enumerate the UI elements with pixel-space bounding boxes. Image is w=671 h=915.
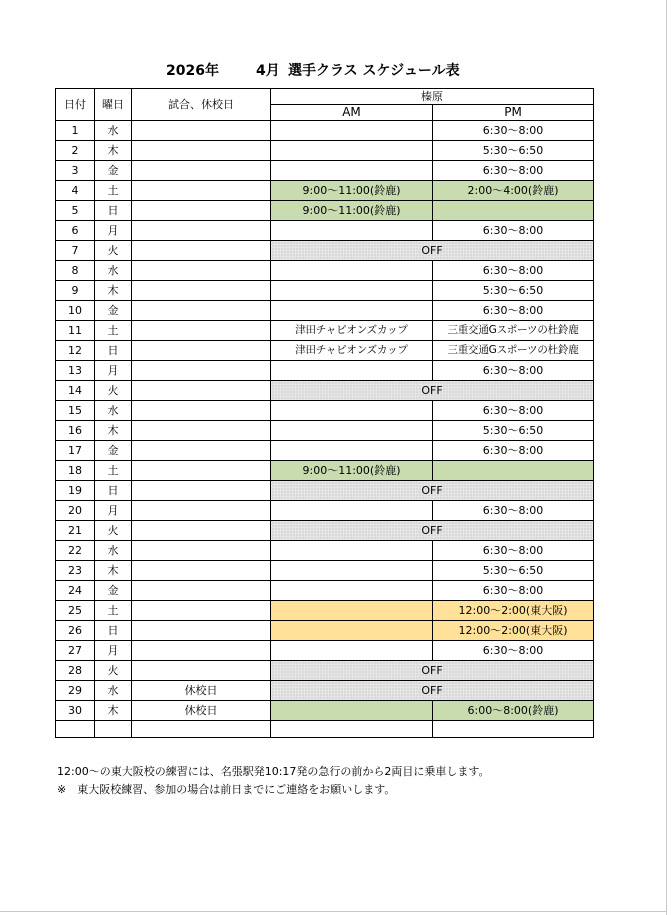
event-cell [132,341,271,361]
blank-cell [271,721,433,738]
event-cell [132,121,271,141]
event-cell [132,181,271,201]
table-row [56,341,594,361]
date-cell: 4 [56,181,95,201]
event-cell [132,581,271,601]
table-row [56,621,594,641]
am-cell [271,121,433,141]
pm-cell: 6:00～8:00(鈴鹿) [433,701,594,721]
table-row [56,361,594,381]
table-row [56,641,594,661]
table-row [56,381,594,401]
event-cell [132,141,271,161]
weekday-cell: 土 [95,461,132,481]
pm-cell: 6:30～8:00 [433,121,594,141]
event-cell [132,381,271,401]
date-cell: 8 [56,261,95,281]
weekday-cell: 土 [95,181,132,201]
event-cell [132,421,271,441]
date-cell: 27 [56,641,95,661]
off-cell: OFF [271,381,594,401]
am-cell [271,541,433,561]
date-cell: 13 [56,361,95,381]
pm-cell: 5:30～6:50 [433,421,594,441]
pm-cell: 2:00～4:00(鈴鹿) [433,181,594,201]
weekday-cell: 水 [95,401,132,421]
event-cell [132,541,271,561]
event-cell [132,601,271,621]
am-cell [271,641,433,661]
weekday-cell: 金 [95,161,132,181]
am-cell [271,281,433,301]
table-row [56,201,594,221]
event-cell [132,281,271,301]
event-cell: 休校日 [132,701,271,721]
date-cell: 9 [56,281,95,301]
title-year: 2026年 [166,63,219,79]
am-cell: 9:00～11:00(鈴鹿) [271,181,433,201]
weekday-cell: 金 [95,581,132,601]
event-cell [132,321,271,341]
pm-cell: 6:30～8:00 [433,261,594,281]
pm-cell: 6:30～8:00 [433,361,594,381]
event-cell [132,401,271,421]
header-date: 日付 [56,89,95,121]
header-row [56,89,594,105]
date-cell: 30 [56,701,95,721]
table-row [56,301,594,321]
weekday-cell: 土 [95,601,132,621]
am-cell [271,421,433,441]
header-am: AM [271,105,433,121]
pm-cell: 12:00～2:00(東大阪) [433,601,594,621]
event-cell [132,461,271,481]
date-cell: 25 [56,601,95,621]
off-cell: OFF [271,481,594,501]
weekday-cell: 木 [95,561,132,581]
title-name: 選手クラス スケジュール表 [288,63,460,79]
date-cell: 10 [56,301,95,321]
table-row [56,121,594,141]
pm-cell: 5:30～6:50 [433,281,594,301]
table-row [56,541,594,561]
table-row [56,441,594,461]
note-2: ※ 東大阪校練習、参加の場合は前日までにご連絡をお願いします。 [57,783,396,796]
schedule-table [55,88,594,738]
event-cell [132,501,271,521]
blank-row [56,721,594,738]
date-cell: 15 [56,401,95,421]
table-row [56,421,594,441]
note-1: 12:00～の東大阪校の練習には、名張駅発10:17発の急行の前から2両目に乗車します。 [57,765,490,778]
table-row [56,661,594,681]
date-cell: 1 [56,121,95,141]
event-cell [132,261,271,281]
table-row [56,701,594,721]
table-row [56,601,594,621]
table-row [56,401,594,421]
event-cell: 休校日 [132,681,271,701]
event-cell [132,161,271,181]
event-cell [132,621,271,641]
am-cell: 9:00～11:00(鈴鹿) [271,461,433,481]
title-month: 4月 [256,63,280,79]
date-cell: 21 [56,521,95,541]
table-row [56,141,594,161]
am-cell [271,301,433,321]
am-cell [271,261,433,281]
weekday-cell: 土 [95,321,132,341]
am-cell [271,361,433,381]
pm-cell: 5:30～6:50 [433,561,594,581]
am-cell: 津田チャピオンズカップ [271,341,433,361]
date-cell: 28 [56,661,95,681]
off-cell: OFF [271,241,594,261]
weekday-cell: 木 [95,141,132,161]
table-row [56,561,594,581]
page-edge-bottom [0,911,667,912]
pm-cell: 三重交通Gスポーツの杜鈴鹿 [433,321,594,341]
weekday-cell: 水 [95,681,132,701]
weekday-cell: 日 [95,481,132,501]
table-row [56,161,594,181]
header-location: 榛原 [271,89,594,105]
weekday-cell: 水 [95,121,132,141]
weekday-cell: 金 [95,301,132,321]
event-cell [132,641,271,661]
date-cell: 7 [56,241,95,261]
weekday-cell: 水 [95,261,132,281]
off-cell: OFF [271,521,594,541]
date-cell: 24 [56,581,95,601]
date-cell: 14 [56,381,95,401]
table-row [56,681,594,701]
page-title [0,60,671,82]
date-cell: 5 [56,201,95,221]
date-cell: 22 [56,541,95,561]
event-cell [132,481,271,501]
pm-cell: 6:30～8:00 [433,641,594,661]
date-cell: 2 [56,141,95,161]
table-row [56,221,594,241]
weekday-cell: 木 [95,281,132,301]
table-row [56,461,594,481]
am-cell [271,581,433,601]
pm-cell: 6:30～8:00 [433,161,594,181]
weekday-cell: 金 [95,441,132,461]
date-cell: 19 [56,481,95,501]
pm-cell: 6:30～8:00 [433,581,594,601]
event-cell [132,361,271,381]
am-cell [271,561,433,581]
weekday-cell: 日 [95,201,132,221]
date-cell: 3 [56,161,95,181]
am-cell [271,441,433,461]
pm-cell: 三重交通Gスポーツの杜鈴鹿 [433,341,594,361]
pm-cell: 12:00～2:00(東大阪) [433,621,594,641]
event-cell [132,221,271,241]
schedule-body [56,121,594,738]
am-cell [271,161,433,181]
date-cell: 12 [56,341,95,361]
event-cell [132,661,271,681]
weekday-cell: 木 [95,421,132,441]
table-row [56,181,594,201]
table-row [56,321,594,341]
off-cell: OFF [271,681,594,701]
weekday-cell: 火 [95,661,132,681]
weekday-cell: 月 [95,361,132,381]
event-cell [132,201,271,221]
pm-cell [433,201,594,221]
date-cell: 16 [56,421,95,441]
table-row [56,281,594,301]
date-cell: 18 [56,461,95,481]
weekday-cell: 月 [95,221,132,241]
am-cell [271,401,433,421]
weekday-cell: 火 [95,241,132,261]
blank-cell [56,721,95,738]
table-row [56,521,594,541]
date-cell: 17 [56,441,95,461]
weekday-cell: 日 [95,621,132,641]
pm-cell: 5:30～6:50 [433,141,594,161]
table-row [56,481,594,501]
date-cell: 20 [56,501,95,521]
header-event: 試合、休校日 [132,89,271,121]
event-cell [132,241,271,261]
table-row [56,261,594,281]
am-cell [271,601,433,621]
am-cell: 9:00～11:00(鈴鹿) [271,201,433,221]
blank-cell [132,721,271,738]
pm-cell: 6:30～8:00 [433,541,594,561]
event-cell [132,561,271,581]
weekday-cell: 火 [95,381,132,401]
pm-cell: 6:30～8:00 [433,221,594,241]
header-pm: PM [433,105,594,121]
am-cell [271,701,433,721]
table-row [56,241,594,261]
pm-cell: 6:30～8:00 [433,501,594,521]
date-cell: 11 [56,321,95,341]
event-cell [132,441,271,461]
am-cell [271,141,433,161]
am-cell [271,221,433,241]
event-cell [132,301,271,321]
weekday-cell: 水 [95,541,132,561]
weekday-cell: 月 [95,501,132,521]
off-cell: OFF [271,661,594,681]
weekday-cell: 月 [95,641,132,661]
date-cell: 6 [56,221,95,241]
page-edge-right [666,0,667,915]
am-cell [271,501,433,521]
table-row [56,581,594,601]
date-cell: 29 [56,681,95,701]
pm-cell: 6:30～8:00 [433,441,594,461]
blank-cell [95,721,132,738]
date-cell: 23 [56,561,95,581]
pm-cell: 6:30～8:00 [433,301,594,321]
weekday-cell: 日 [95,341,132,361]
blank-cell [433,721,594,738]
pm-cell: 6:30～8:00 [433,401,594,421]
weekday-cell: 火 [95,521,132,541]
header-weekday: 曜日 [95,89,132,121]
weekday-cell: 木 [95,701,132,721]
table-row [56,501,594,521]
date-cell: 26 [56,621,95,641]
event-cell [132,521,271,541]
pm-cell [433,461,594,481]
am-cell: 津田チャピオンズカップ [271,321,433,341]
am-cell [271,621,433,641]
